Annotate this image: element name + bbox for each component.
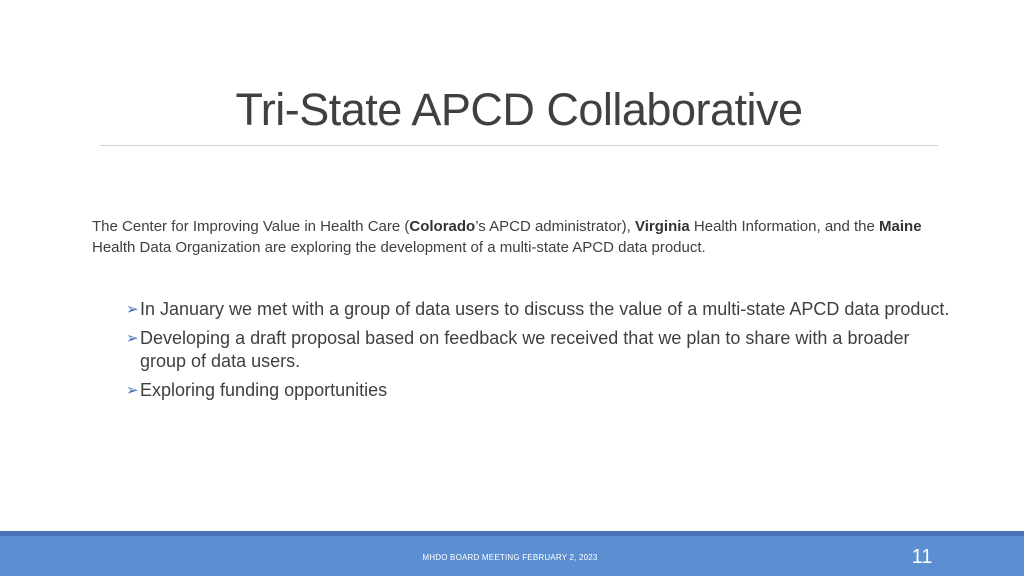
title-divider (100, 145, 938, 146)
page-number: 11 (911, 546, 933, 568)
intro-paragraph (92, 216, 962, 258)
intro-bold-maine: Maine (879, 218, 922, 235)
intro-text-4: Health Data Organization are exploring the development of a multi-state APCD data product. (92, 239, 706, 256)
bullet-item (126, 327, 956, 373)
intro-bold-virginia: Virginia (635, 218, 690, 235)
intro-text-2: ’s APCD administrator), (475, 218, 635, 235)
bullet-list (126, 298, 956, 408)
intro-text-1: The Center for Improving Value in Health Care ( (92, 218, 410, 235)
intro-text-3: Health Information, and the (689, 218, 880, 235)
arrow-bullet-icon: ➢ (126, 382, 139, 399)
bullet-item (126, 379, 956, 402)
footer-label: MHDO BOARD MEETING FEBRUARY 2, 2023 (422, 553, 598, 562)
arrow-bullet-icon: ➢ (126, 301, 139, 318)
bullet-item (126, 298, 956, 321)
bullet-text: In January we met with a group of data users to discuss the value of a multi-state APCD data product. (140, 299, 950, 319)
slide-title: Tri-State APCD Collaborative (235, 84, 803, 135)
intro-bold-colorado: Colorado (409, 218, 476, 235)
arrow-bullet-icon: ➢ (126, 330, 139, 347)
bullet-text: Developing a draft proposal based on feedback we received that we plan to share with a broader group of data users. (140, 328, 910, 371)
bullet-text: Exploring funding opportunities (140, 380, 388, 400)
